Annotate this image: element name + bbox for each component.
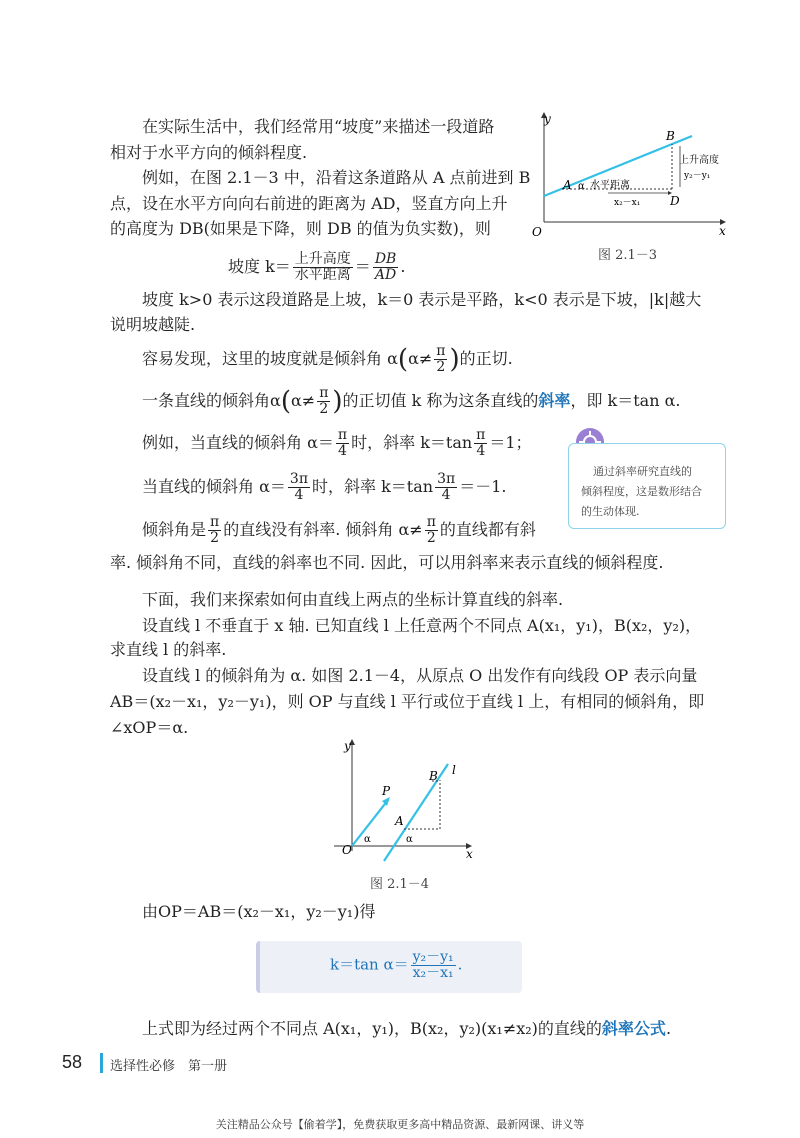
svg-text:O: O bbox=[532, 225, 542, 239]
para-9: 下面，我们来探索如何由直线上两点的坐标计算直线的斜率. bbox=[142, 590, 564, 609]
para-3-line-2: 说明坡越陡. bbox=[110, 315, 196, 334]
svg-text:B: B bbox=[666, 129, 675, 143]
book-title: 选择性必修 第一册 bbox=[110, 1059, 228, 1074]
para-2-line-1: 例如，在图 2.1－3 中，沿着这条道路从 A 点前进到 B bbox=[142, 168, 531, 187]
side-note-line-2: 倾斜程度，这是数形结合 bbox=[581, 485, 702, 498]
para-10-line-2: 求直线 l 的斜率. bbox=[110, 640, 227, 659]
side-note-line-1: 通过斜率研究直线的 bbox=[593, 465, 692, 478]
para-8-line-2: 率. 倾斜角不同，直线的斜率也不同. 因此，可以用斜率来表示直线的倾斜程度. bbox=[110, 553, 664, 572]
svg-text:P: P bbox=[382, 784, 391, 798]
slope-frac-den: 水平距离 bbox=[294, 267, 351, 283]
svg-text:A: A bbox=[563, 178, 572, 192]
para-6: 例如，当直线的倾斜角 α＝ $\frac{\pi}{4}$ 时，斜率 k＝tan $\frac{\pi}{4}$ ＝1； bbox=[142, 427, 532, 459]
para-5: 一条直线的倾斜角α(α≠ $\frac{\pi}{2}$ )的正切值 k 称为这条直线的斜率，即 k＝tan α. bbox=[142, 385, 681, 417]
svg-text:水平距离: 水平距离 bbox=[590, 180, 630, 191]
figure-2-1-4-caption: 图 2.1－4 bbox=[370, 877, 430, 892]
para-11-line-1: 设直线 l 的倾斜角为 α. 如图 2.1－4，从原点 O 出发作有向线段 OP 表示向量 bbox=[142, 666, 698, 685]
term-slope-formula: 斜率公式 bbox=[601, 1019, 666, 1038]
svg-text:O: O bbox=[342, 843, 352, 857]
para-10-line-1: 设直线 l 不垂直于 x 轴. 已知直线 l 上任意两个不同点 A(x₁，y₁)，B(x₂，y₂)， bbox=[142, 616, 702, 635]
slope-frac-num: 上升高度 bbox=[294, 251, 351, 267]
watermark-footer: 关注精品公众号【偷着学】，免费获取更多高中精品资源、最新网课、讲义等 bbox=[215, 1118, 585, 1131]
svg-text:x₂－x₁: x₂－x₁ bbox=[614, 198, 641, 208]
para-11-line-2: AB＝(x₂－x₁，y₂－y₁)，则 OP 与直线 l 平行或位于直线 l 上，有相同的倾斜角，即 bbox=[110, 692, 705, 711]
svg-text:y: y bbox=[344, 739, 351, 753]
figure-2-1-4 bbox=[330, 738, 480, 863]
svg-text:y₂－y₁: y₂－y₁ bbox=[684, 171, 711, 181]
svg-text:l: l bbox=[452, 763, 456, 777]
para-13: 上式即为经过两个不同点 A(x₁，y₁)，B(x₂，y₂)(x₁≠x₂)的直线的斜率公式. bbox=[142, 1019, 672, 1038]
para-4: 容易发现，这里的坡度就是倾斜角 α(α≠ $\frac{\pi}{2}$ )的正切. bbox=[142, 343, 513, 375]
para-2-line-3: 的高度为 DB(如果是下降，则 DB 的值为负实数)，则 bbox=[110, 219, 491, 238]
page-bar bbox=[100, 1053, 103, 1073]
figure-2-1-3 bbox=[530, 110, 730, 255]
svg-text:x: x bbox=[466, 847, 473, 861]
side-note-line-3: 的生动体现. bbox=[581, 505, 640, 518]
slope-definition: 坡度 k＝ $\frac{\text{上升高度}}{\text{水平距离}}$ ＝ $\frac{DB}{AD}$ . bbox=[228, 251, 406, 283]
svg-text:α: α bbox=[406, 834, 413, 845]
svg-text:α: α bbox=[578, 181, 585, 192]
svg-text:x: x bbox=[719, 224, 726, 238]
para-1-line-1: 在实际生活中，我们经常用“坡度”来描述一段道路 bbox=[142, 117, 495, 136]
svg-text:B: B bbox=[429, 769, 438, 783]
svg-text:A: A bbox=[395, 814, 404, 828]
page-number: 58 bbox=[62, 1052, 83, 1072]
para-7: 当直线的倾斜角 α＝ $\frac{3\pi}{4}$ 时，斜率 k＝tan $\frac{3\pi}{4}$ ＝－1. bbox=[142, 471, 507, 503]
term-slope: 斜率 bbox=[538, 391, 571, 410]
figure-2-1-3-caption: 图 2.1－3 bbox=[598, 248, 658, 263]
side-note bbox=[568, 443, 726, 529]
para-3-line-1: 坡度 k>0 表示这段道路是上坡，k＝0 表示是平路，k<0 表示是下坡，|k|越大 bbox=[142, 290, 702, 309]
svg-text:α: α bbox=[364, 834, 371, 845]
para-11-line-3: ∠xOP＝α. bbox=[110, 718, 189, 737]
para-8: 倾斜角是 $\frac{\pi}{2}$ 的直线没有斜率. 倾斜角 α≠ $\frac{\pi}{2}$ 的直线都有斜 bbox=[142, 514, 536, 546]
svg-text:y: y bbox=[544, 112, 551, 126]
para-12: 由OP＝AB＝(x₂－x₁，y₂－y₁)得 bbox=[142, 902, 376, 921]
para-1-line-2: 相对于水平方向的倾斜程度. bbox=[110, 143, 308, 162]
svg-text:上升高度: 上升高度 bbox=[679, 155, 719, 166]
svg-text:D: D bbox=[670, 194, 680, 208]
slope-formula: k＝tan α＝ $\frac{\text{y₂－y₁}}{\text{x₂－x₁}}$ . bbox=[330, 949, 463, 981]
para-2-line-2: 点，设在水平方向向右前进的距离为 AD，竖直方向上升 bbox=[110, 194, 508, 213]
